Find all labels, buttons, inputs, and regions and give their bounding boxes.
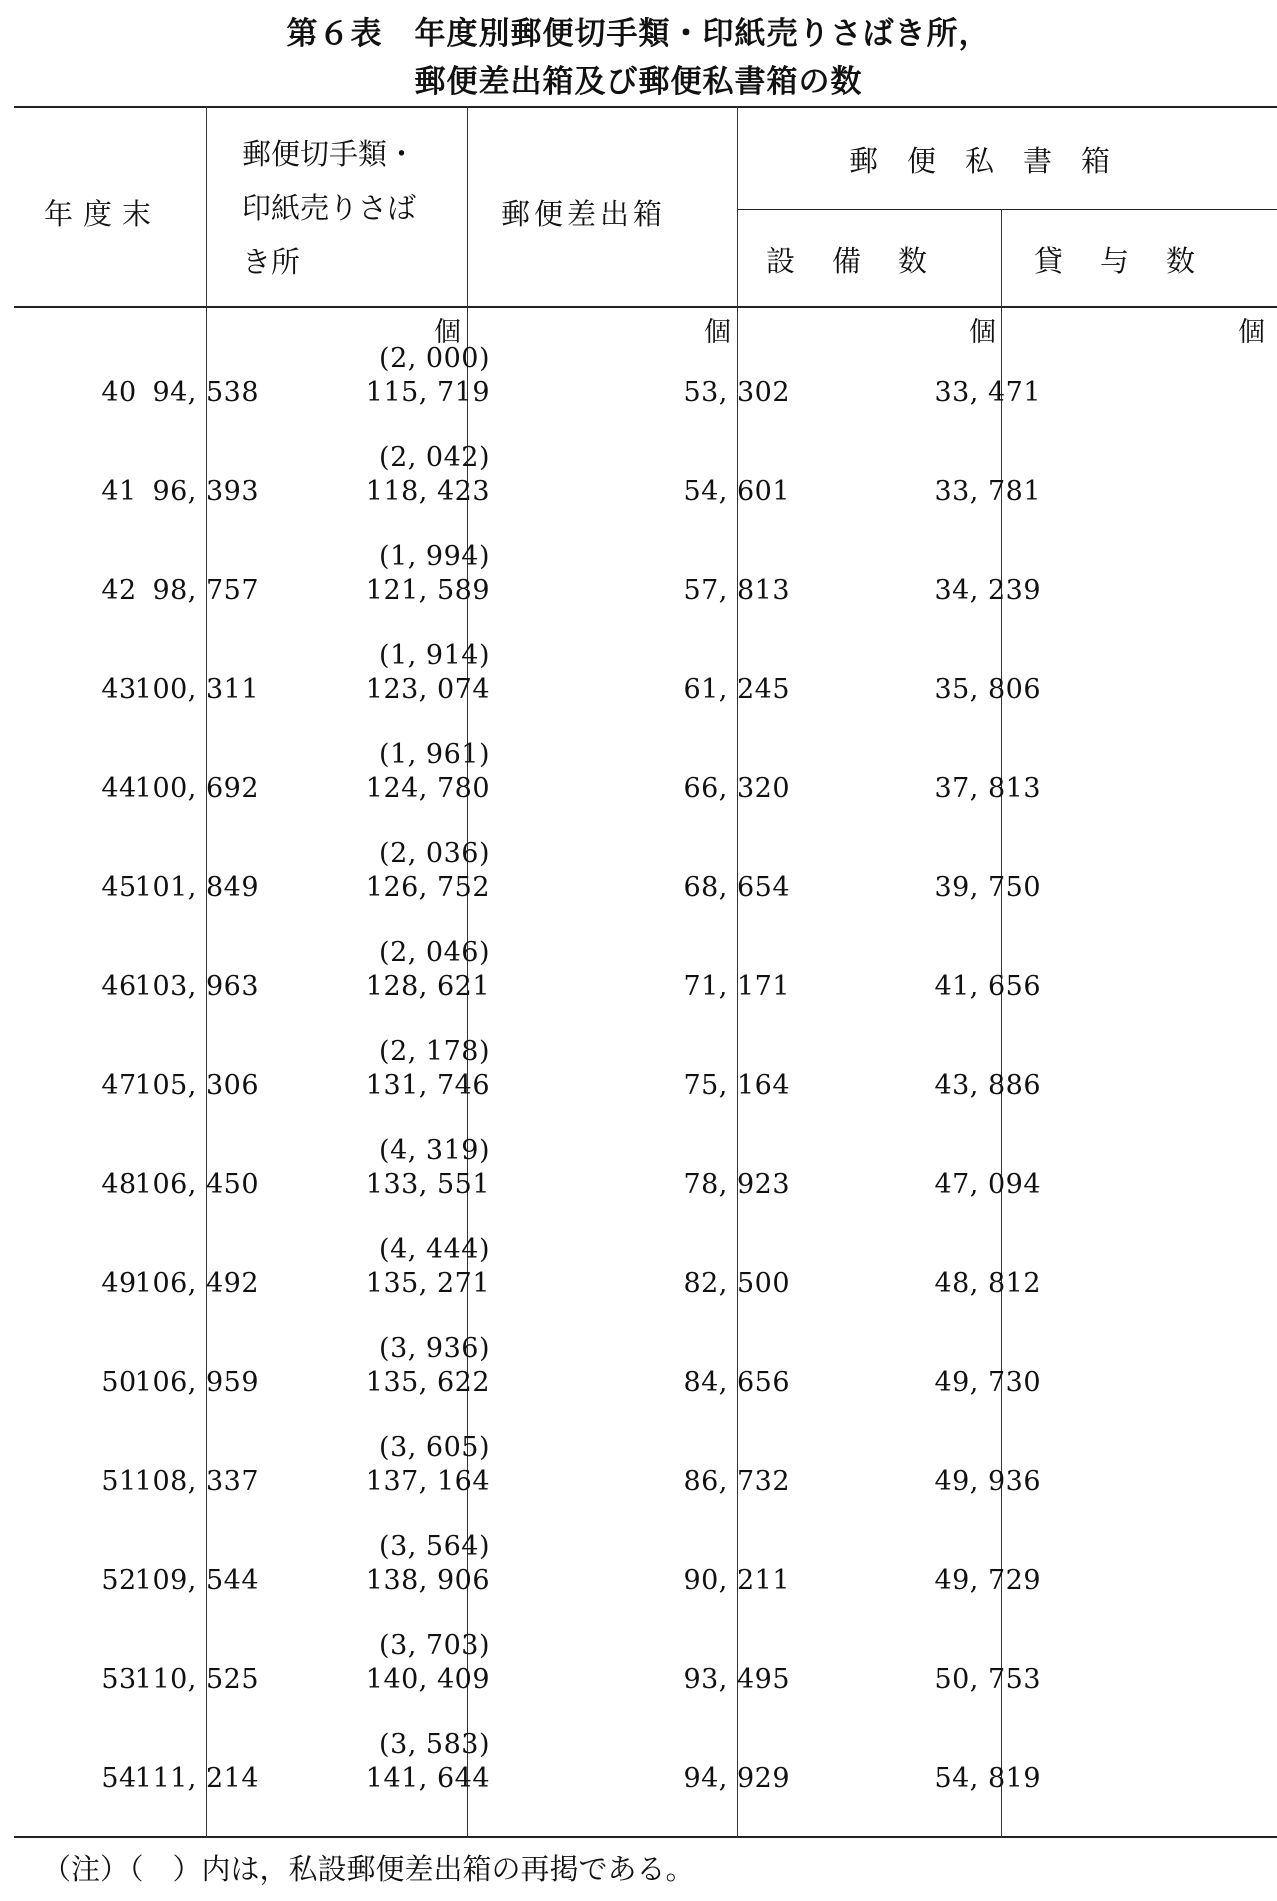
- header-stamp-line2: 印紙売りさば: [242, 191, 417, 225]
- table-row: [14, 728, 1277, 827]
- cell-year: 47: [101, 1070, 137, 1101]
- table-row: [14, 1718, 1277, 1817]
- cell-stamp-count: 110, 525: [134, 1664, 259, 1695]
- cell-year: 54: [101, 1763, 137, 1794]
- header-year: 年度末: [44, 197, 162, 231]
- cell-year: 43: [101, 674, 137, 705]
- cell-year: 48: [101, 1169, 137, 1200]
- cell-stamp-count: 96, 393: [152, 476, 259, 507]
- cell-private-postbox: (4, 319): [379, 1135, 490, 1166]
- cell-postbox: 118, 423: [365, 476, 490, 507]
- cell-equipped: 66, 320: [683, 773, 790, 804]
- cell-year: 45: [101, 872, 137, 903]
- header-stamp-line3: き所: [242, 245, 301, 279]
- cell-lent: 54, 819: [934, 1763, 1041, 1794]
- table-row: [14, 530, 1277, 629]
- cell-postbox: 135, 622: [365, 1367, 490, 1398]
- cell-postbox: 131, 746: [365, 1070, 490, 1101]
- cell-year: 40: [101, 377, 137, 408]
- cell-stamp-count: 100, 311: [134, 674, 259, 705]
- cell-stamp-count: 108, 337: [134, 1466, 259, 1497]
- cell-equipped: 78, 923: [683, 1169, 790, 1200]
- cell-postbox: 138, 906: [365, 1565, 490, 1596]
- cell-stamp-count: 106, 492: [134, 1268, 259, 1299]
- table-bottom-rule: [14, 1836, 1277, 1838]
- table-row: [14, 1421, 1277, 1520]
- cell-equipped: 71, 171: [683, 971, 790, 1002]
- cell-equipped: 68, 654: [683, 872, 790, 903]
- cell-year: 49: [101, 1268, 137, 1299]
- header-stamp-line1: 郵便切手類・: [242, 137, 417, 171]
- cell-equipped: 84, 656: [683, 1367, 790, 1398]
- cell-private-postbox: (2, 000): [379, 343, 490, 374]
- cell-year: 50: [101, 1367, 137, 1398]
- unit-lent: 個: [1238, 317, 1265, 348]
- table-row: [14, 1025, 1277, 1124]
- cell-postbox: 141, 644: [365, 1763, 490, 1794]
- cell-lent: 35, 806: [934, 674, 1041, 705]
- cell-equipped: 57, 813: [683, 575, 790, 606]
- cell-stamp-count: 94, 538: [152, 377, 259, 408]
- cell-private-postbox: (2, 178): [379, 1036, 490, 1067]
- cell-lent: 33, 471: [934, 377, 1041, 408]
- cell-stamp-count: 105, 306: [134, 1070, 259, 1101]
- cell-equipped: 94, 929: [683, 1763, 790, 1794]
- cell-lent: 49, 729: [934, 1565, 1041, 1596]
- table-row: [14, 629, 1277, 728]
- cell-year: 41: [101, 476, 137, 507]
- cell-lent: 50, 753: [934, 1664, 1041, 1695]
- table-row: [14, 332, 1277, 431]
- pobox-sub-rule: [737, 209, 1277, 210]
- cell-stamp-count: 101, 849: [134, 872, 259, 903]
- cell-postbox: 137, 164: [365, 1466, 490, 1497]
- cell-private-postbox: (3, 583): [379, 1729, 490, 1760]
- cell-lent: 43, 886: [934, 1070, 1041, 1101]
- table-row: [14, 1322, 1277, 1421]
- cell-year: 46: [101, 971, 137, 1002]
- cell-lent: 41, 656: [934, 971, 1041, 1002]
- cell-year: 51: [101, 1466, 137, 1497]
- cell-private-postbox: (2, 046): [379, 937, 490, 968]
- header-bottom-rule: [14, 306, 1277, 308]
- cell-stamp-count: 106, 959: [134, 1367, 259, 1398]
- cell-year: 44: [101, 773, 137, 804]
- cell-equipped: 93, 495: [683, 1664, 790, 1695]
- cell-postbox: 123, 074: [365, 674, 490, 705]
- cell-lent: 47, 094: [934, 1169, 1041, 1200]
- cell-postbox: 133, 551: [365, 1169, 490, 1200]
- cell-lent: 39, 750: [934, 872, 1041, 903]
- table-title-line2: 郵便差出箱及び郵便私書箱の数: [414, 64, 863, 100]
- cell-private-postbox: (1, 994): [379, 541, 490, 572]
- table-row: [14, 431, 1277, 530]
- cell-equipped: 82, 500: [683, 1268, 790, 1299]
- cell-equipped: 86, 732: [683, 1466, 790, 1497]
- cell-postbox: 135, 271: [365, 1268, 490, 1299]
- cell-equipped: 75, 164: [683, 1070, 790, 1101]
- table-title-line1: 第６表 年度別郵便切手類・印紙売りさばき所，: [286, 16, 991, 52]
- table-row: [14, 827, 1277, 926]
- cell-year: 52: [101, 1565, 137, 1596]
- header-equipped: 設 備 数: [766, 244, 932, 278]
- table-footnote: （注）（ ）内は，私設郵便差出箱の再掲である。: [42, 1852, 695, 1886]
- unit-postbox: 個: [704, 317, 731, 348]
- cell-lent: 48, 812: [934, 1268, 1041, 1299]
- cell-private-postbox: (1, 961): [379, 739, 490, 770]
- cell-private-postbox: (3, 564): [379, 1531, 490, 1562]
- cell-stamp-count: 106, 450: [134, 1169, 259, 1200]
- cell-lent: 37, 813: [934, 773, 1041, 804]
- cell-stamp-count: 111, 214: [134, 1763, 259, 1794]
- cell-lent: 34, 239: [934, 575, 1041, 606]
- unit-equipped: 個: [969, 317, 996, 348]
- cell-equipped: 54, 601: [683, 476, 790, 507]
- header-postbox: 郵便差出箱: [501, 197, 667, 231]
- table-row: [14, 1619, 1277, 1718]
- header-pobox: 郵 便 私 書 箱: [849, 144, 1111, 178]
- cell-equipped: 53, 302: [683, 377, 790, 408]
- table-top-rule: [14, 106, 1277, 108]
- cell-stamp-count: 98, 757: [152, 575, 259, 606]
- cell-postbox: 140, 409: [365, 1664, 490, 1695]
- cell-stamp-count: 100, 692: [134, 773, 259, 804]
- cell-lent: 49, 936: [934, 1466, 1041, 1497]
- header-lent: 貸 与 数: [1034, 244, 1200, 278]
- cell-private-postbox: (3, 936): [379, 1333, 490, 1364]
- table-row: [14, 1223, 1277, 1322]
- cell-equipped: 90, 211: [683, 1565, 790, 1596]
- cell-year: 53: [101, 1664, 137, 1695]
- cell-private-postbox: (2, 036): [379, 838, 490, 869]
- cell-lent: 49, 730: [934, 1367, 1041, 1398]
- cell-year: 42: [101, 575, 137, 606]
- cell-private-postbox: (3, 605): [379, 1432, 490, 1463]
- table-row: [14, 1520, 1277, 1619]
- cell-lent: 33, 781: [934, 476, 1041, 507]
- cell-postbox: 124, 780: [365, 773, 490, 804]
- statistics-table: [14, 106, 1277, 1838]
- cell-equipped: 61, 245: [683, 674, 790, 705]
- cell-stamp-count: 103, 963: [134, 971, 259, 1002]
- cell-private-postbox: (3, 703): [379, 1630, 490, 1661]
- cell-postbox: 128, 621: [365, 971, 490, 1002]
- cell-private-postbox: (1, 914): [379, 640, 490, 671]
- unit-stamp: 個: [434, 317, 461, 348]
- cell-private-postbox: (2, 042): [379, 442, 490, 473]
- table-row: [14, 926, 1277, 1025]
- cell-postbox: 126, 752: [365, 872, 490, 903]
- cell-stamp-count: 109, 544: [134, 1565, 259, 1596]
- table-row: [14, 1124, 1277, 1223]
- cell-postbox: 115, 719: [365, 377, 490, 408]
- cell-private-postbox: (4, 444): [379, 1234, 490, 1265]
- cell-postbox: 121, 589: [365, 575, 490, 606]
